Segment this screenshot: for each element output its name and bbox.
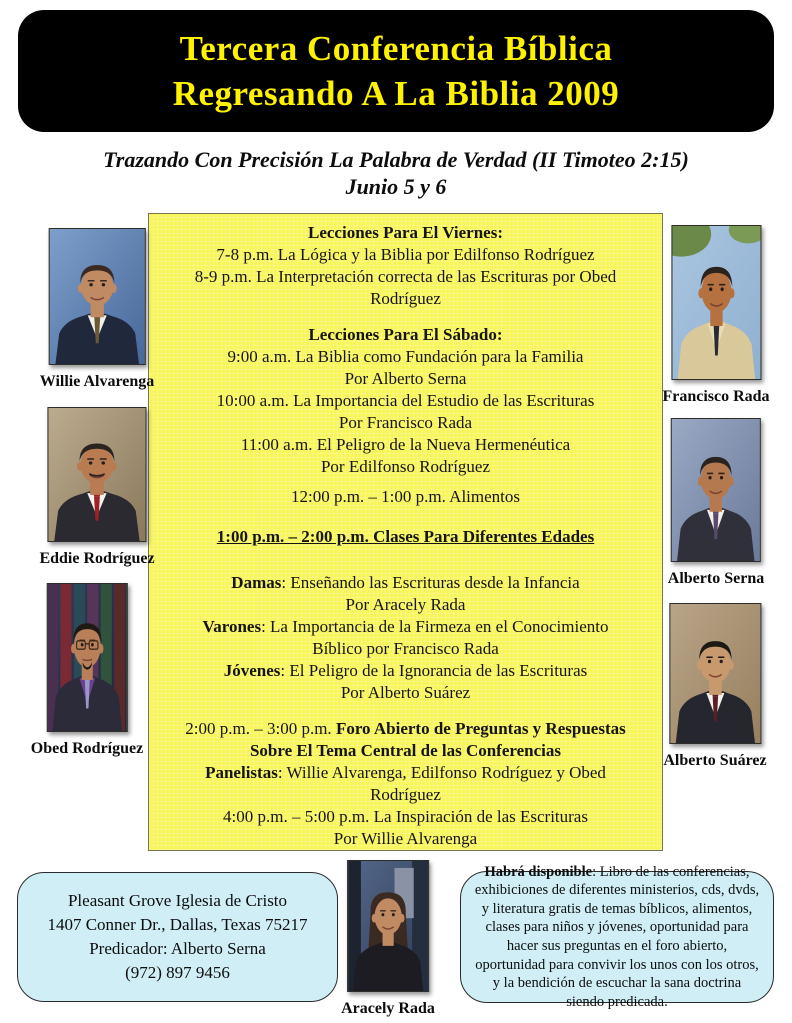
conference-title-line2: Regresando A La Biblia 2009 [172,74,620,113]
schedule-line: Lecciones Para El Sábado: [308,325,503,344]
availability-text [474,863,760,1012]
schedule-line: Damas: Enseñando las Escrituras desde la Infancia [231,573,580,592]
schedule-block [161,486,650,508]
speaker-card-eddie-rodriguez [39,407,154,568]
schedule-line: 12:00 p.m. – 1:00 p.m. Alimentos [290,487,521,506]
schedule-line: 1:00 p.m. – 2:00 p.m. Clases Para Diferentes Edades [216,527,595,546]
schedule-block [161,718,650,850]
schedule-block [161,222,650,310]
date-line: Junio 5 y 6 [345,174,447,199]
phone-number: (972) 897 9456 [125,963,230,982]
schedule-line: Por Alberto Suárez [340,683,471,702]
speaker-name-label: Aracely Rada [341,1000,435,1017]
conference-title-line1: Tercera Conferencia Bíblica [179,29,613,68]
schedule-line: 2:00 p.m. – 3:00 p.m. Foro Abierto de Preguntas y Respuestas [185,719,626,738]
speaker-card-aracely-rada [341,860,435,1018]
preacher-line: Predicador: Alberto Serna [89,939,266,958]
schedule-line: Jóvenes: El Peligro de la Ignorancia de las Escrituras [223,661,588,680]
speaker-photo-francisco-rada [671,225,761,380]
schedule-line: Sobre El Tema Central de las Conferencias [249,741,562,760]
speaker-name-label: Alberto Suárez [663,752,767,769]
schedule-box [148,213,663,851]
church-name: Pleasant Grove Iglesia de Cristo [67,891,288,910]
availability-body: : Libro de las conferencias, exhibiciones de diferentes ministerios, cds, dvds, y literatura gratis de temas bíblicos, alimentos, clases para niños y jóvenes, oportunidad para hacer sus preguntas en el foro abierto, oportunidad para convivir los unos con los otros, y la bendición de escuchar la sana doctrina siendo predicada. [474,863,760,1010]
speaker-name-label: Obed Rodríguez [30,740,144,757]
theme-line: Trazando Con Precisión La Palabra de Verdad (II Timoteo 2:15) [103,147,689,172]
speaker-card-alberto-serna [668,418,764,588]
schedule-block [161,324,650,478]
speaker-photo-aracely-rada [347,860,429,992]
speaker-card-willie-alvarenga [40,228,155,391]
schedule-block [161,526,650,548]
schedule-line: 8-9 p.m. La Interpretación correcta de las Escrituras por Obed [194,267,617,286]
schedule-line: 7-8 p.m. La Lógica y la Biblia por Edilfonso Rodríguez [216,245,595,264]
speaker-name-label: Eddie Rodríguez [39,550,155,567]
schedule-line: 4:00 p.m. – 5:00 p.m. La Inspiración de las Escrituras [223,807,588,826]
schedule-line: Por Alberto Serna [344,369,467,388]
speaker-name-label: Francisco Rada [662,388,770,405]
speaker-photo-alberto-serna [671,418,761,562]
schedule-line: Por Willie Alvarenga [333,829,478,848]
schedule-line: Rodríguez [370,785,441,804]
schedule-block [161,572,650,704]
speaker-photo-eddie-rodriguez [48,407,147,542]
schedule-line: Varones: La Importancia de la Firmeza en el Conocimiento [202,617,609,636]
schedule-line: Por Edilfonso Rodríguez [320,457,491,476]
schedule-line: Bíblico por Francisco Rada [312,639,499,658]
speaker-card-obed-rodriguez [31,583,143,758]
schedule-line: Panelistas: Willie Alvarenga, Edilfonso Rodríguez y Obed [205,763,606,782]
schedule-line: 11:00 a.m. El Peligro de la Nueva Hermenéutica [240,435,571,454]
church-address: 1407 Conner Dr., Dallas, Texas 75217 [47,915,308,934]
schedule-line: Por Aracely Rada [345,595,466,614]
church-info-box [17,872,338,1002]
subtitle [0,146,792,200]
speaker-card-alberto-suarez [663,603,766,770]
schedule-line: 10:00 a.m. La Importancia del Estudio de las Escrituras [216,391,595,410]
schedule-line: Rodríguez [370,289,441,308]
speaker-photo-willie-alvarenga [49,228,146,365]
schedule-line: Lecciones Para El Viernes: [308,223,503,242]
speaker-photo-obed-rodriguez [46,583,127,732]
availability-box [460,863,774,1010]
header-banner [18,10,774,132]
availability-heading: Habrá disponible [484,863,593,880]
speaker-card-francisco-rada [662,225,769,406]
schedule-line: Por Francisco Rada [338,413,473,432]
schedule-line: 9:00 a.m. La Biblia como Fundación para la Familia [227,347,584,366]
speaker-name-label: Willie Alvarenga [39,373,155,390]
speaker-photo-alberto-suarez [669,603,761,744]
speaker-name-label: Alberto Serna [667,570,765,587]
